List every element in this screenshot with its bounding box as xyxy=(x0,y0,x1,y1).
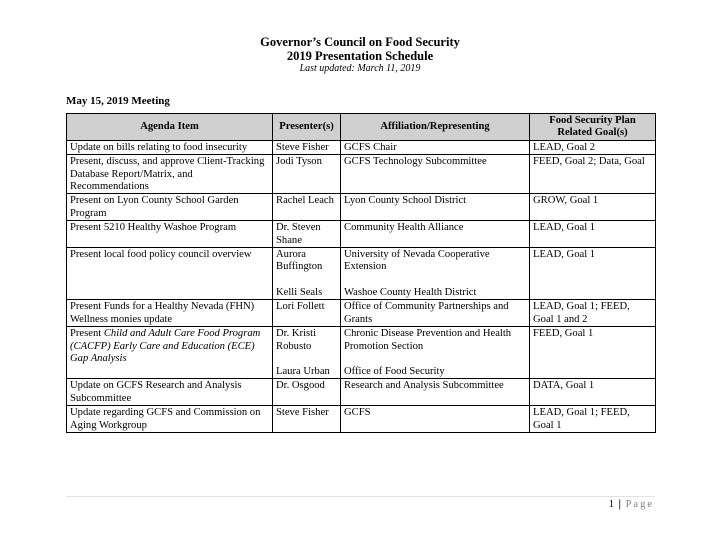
column-header-agenda: Agenda Item xyxy=(67,114,273,141)
goal-cell: GROW, Goal 1 xyxy=(530,194,656,221)
presenter-cell xyxy=(273,327,341,379)
table-row xyxy=(67,221,656,248)
last-updated: Last updated: March 11, 2019 xyxy=(299,63,421,74)
goal-cell: LEAD, Goal 2 xyxy=(530,140,656,154)
document-subtitle: 2019 Presentation Schedule xyxy=(286,49,434,63)
agenda-cell: Present, discuss, and approve Client-Tracking Database Report/Matrix, and Recommendations xyxy=(67,155,273,194)
footer-separator: | xyxy=(618,499,621,510)
presenter-cell xyxy=(273,248,341,300)
presenter-cell: Dr. Osgood xyxy=(273,379,341,406)
column-header-affiliation: Affiliation/Representing xyxy=(341,114,530,141)
affiliation-name: Washoe County Health District xyxy=(344,286,477,298)
goal-cell: LEAD, Goal 1 xyxy=(530,248,656,300)
table-row xyxy=(67,406,656,433)
presenter-cell: Steve Fisher xyxy=(273,140,341,154)
affiliation-cell: Lyon County School District xyxy=(341,194,530,221)
affiliation-name: Office of Food Security xyxy=(344,365,445,377)
agenda-cell: Present Funds for a Healthy Nevada (FHN) Wellness monies update xyxy=(67,300,273,327)
affiliation-cell: Community Health Alliance xyxy=(341,221,530,248)
agenda-cell: Present local food policy council overview xyxy=(67,248,273,300)
agenda-cell: Present on Lyon County School Garden Program xyxy=(67,194,273,221)
page-label: Page xyxy=(625,499,654,510)
column-header-goal: Food Security Plan Related Goal(s) xyxy=(530,114,656,141)
agenda-cell: Update on GCFS Research and Analysis Subcommittee xyxy=(67,379,273,406)
schedule-table xyxy=(66,113,656,433)
presenter-cell: Lori Follett xyxy=(273,300,341,327)
affiliation-name: Chronic Disease Prevention and Health Promotion Section xyxy=(344,328,512,352)
goal-cell: FEED, Goal 1 xyxy=(530,327,656,379)
document-title: Governor’s Council on Food Security xyxy=(260,35,460,49)
presenter-name: Laura Urban xyxy=(276,365,330,377)
affiliation-name: University of Nevada Cooperative Extension xyxy=(344,249,490,273)
affiliation-cell xyxy=(341,248,530,300)
table-header-row xyxy=(67,114,656,141)
table-row xyxy=(67,327,656,379)
agenda-cell: Update on bills relating to food insecurity xyxy=(67,140,273,154)
agenda-cell: Update regarding GCFS and Commission on Aging Workgroup xyxy=(67,406,273,433)
affiliation-cell xyxy=(341,327,530,379)
table-row xyxy=(67,379,656,406)
table-row xyxy=(67,300,656,327)
goal-cell: LEAD, Goal 1; FEED, Goal 1 and 2 xyxy=(530,300,656,327)
agenda-prefix: Present xyxy=(70,328,102,340)
footer-divider xyxy=(66,496,655,497)
cell-spacer xyxy=(276,353,337,366)
agenda-cell: Present 5210 Healthy Washoe Program xyxy=(67,221,273,248)
page-footer xyxy=(609,499,654,511)
affiliation-cell: GCFS Technology Subcommittee xyxy=(341,155,530,194)
table-row xyxy=(67,155,656,194)
presenter-cell: Steve Fisher xyxy=(273,406,341,433)
presenter-name: Kelli Seals xyxy=(276,286,323,298)
agenda-cell xyxy=(67,327,273,379)
page-number: 1 xyxy=(608,499,615,510)
column-header-presenter: Presenter(s) xyxy=(273,114,341,141)
goal-cell: FEED, Goal 2; Data, Goal xyxy=(530,155,656,194)
presenter-name: Dr. Kristi Robusto xyxy=(276,328,317,352)
goal-cell: LEAD, Goal 1 xyxy=(530,221,656,248)
affiliation-cell: GCFS Chair xyxy=(341,140,530,154)
meeting-heading: May 15, 2019 Meeting xyxy=(66,95,170,107)
presenter-cell: Jodi Tyson xyxy=(273,155,341,194)
affiliation-cell: GCFS xyxy=(341,406,530,433)
affiliation-cell: Office of Community Partnerships and Grants xyxy=(341,300,530,327)
cell-spacer xyxy=(344,353,526,366)
goal-cell: DATA, Goal 1 xyxy=(530,379,656,406)
table-row xyxy=(67,194,656,221)
affiliation-cell: Research and Analysis Subcommittee xyxy=(341,379,530,406)
table-row xyxy=(67,248,656,300)
cell-spacer xyxy=(276,274,337,287)
cell-spacer xyxy=(344,274,526,287)
presenter-cell: Rachel Leach xyxy=(273,194,341,221)
goal-cell: LEAD, Goal 1; FEED, Goal 1 xyxy=(530,406,656,433)
presenter-name: Aurora Buffington xyxy=(276,249,323,273)
presenter-cell: Dr. Steven Shane xyxy=(273,221,341,248)
table-row xyxy=(67,140,656,154)
agenda-italic-title: Child and Adult Care Food Program (CACFP) Early Care and Education (ECE) Gap Analysis xyxy=(70,328,261,364)
